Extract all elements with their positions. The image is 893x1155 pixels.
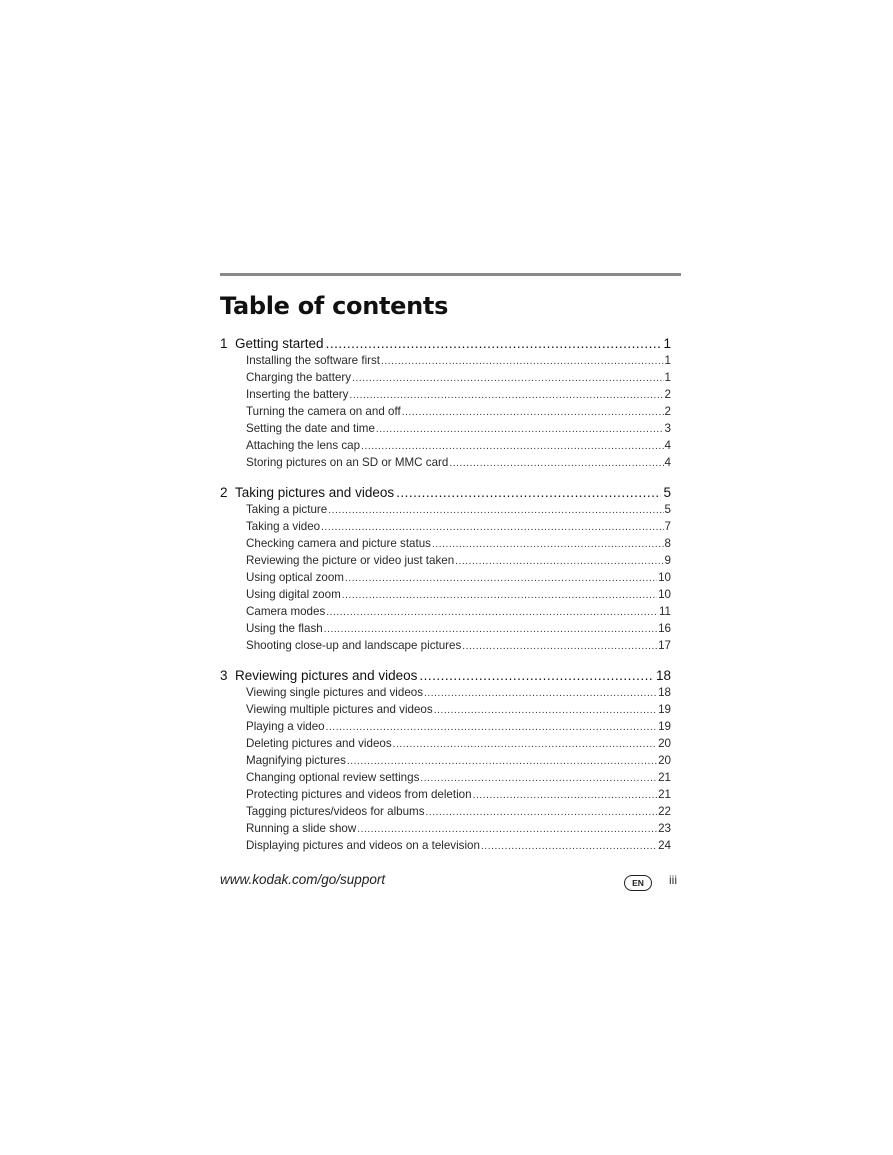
dot-leader <box>473 790 658 801</box>
toc-entry-title: Installing the software first <box>246 354 381 367</box>
toc-entry-title: Running a slide show <box>246 822 357 835</box>
dot-leader <box>321 522 663 533</box>
chapter-title: Reviewing pictures and videos <box>235 668 418 683</box>
toc-entry-title: Inserting the battery <box>246 388 349 401</box>
toc-entry-page-number: 19 <box>658 720 671 733</box>
toc-entry-link[interactable] <box>220 822 671 839</box>
toc-entry-title: Changing optional review settings <box>246 771 420 784</box>
toc-entry-title: Tagging pictures/videos for albums <box>246 805 425 818</box>
dot-leader <box>345 573 657 584</box>
toc-entry-link[interactable] <box>220 371 671 388</box>
dot-leader <box>342 590 657 601</box>
toc-entry-page-number: 5 <box>664 503 671 516</box>
dot-leader <box>357 824 657 835</box>
dot-leader <box>324 624 657 635</box>
dot-leader <box>326 607 658 618</box>
toc-entry-title: Camera modes <box>246 605 326 618</box>
dot-leader <box>419 668 654 683</box>
dot-leader <box>462 641 657 652</box>
toc-entry-link[interactable] <box>220 639 671 656</box>
toc-entry-page-number: 21 <box>658 788 671 801</box>
toc-entry-page-number: 18 <box>658 686 671 699</box>
toc-entry-link[interactable] <box>220 503 671 520</box>
chapter-heading-link[interactable] <box>220 485 671 503</box>
toc-entry-title: Magnifying pictures <box>246 754 346 767</box>
toc-entry-title: Reviewing the picture or video just taken <box>246 554 455 567</box>
chapter-page-number: 5 <box>663 485 671 500</box>
toc-entry-link[interactable] <box>220 788 671 805</box>
chapter-number: 3 <box>220 668 228 683</box>
toc-entry-title: Protecting pictures and videos from deletion <box>246 788 472 801</box>
toc-entry-page-number: 11 <box>658 605 671 618</box>
chapter-page-number: 1 <box>663 336 671 351</box>
language-badge: EN <box>624 875 652 891</box>
toc-entry-title: Using the flash <box>246 622 323 635</box>
toc-entry-title: Using digital zoom <box>246 588 341 601</box>
chapter-number: 2 <box>220 485 228 500</box>
toc-entry-page-number: 21 <box>658 771 671 784</box>
toc-entry-title: Setting the date and time <box>246 422 375 435</box>
toc-entry-link[interactable] <box>220 771 671 788</box>
toc-entry-page-number: 1 <box>664 354 671 367</box>
toc-entry-link[interactable] <box>220 405 671 422</box>
dot-leader <box>328 505 663 516</box>
toc-entry-title: Taking a video <box>246 520 321 533</box>
page-footer <box>220 872 681 892</box>
dot-leader <box>481 841 657 852</box>
toc-entry-page-number: 16 <box>658 622 671 635</box>
chapter-section <box>220 485 671 656</box>
toc-entry-link[interactable] <box>220 571 671 588</box>
toc-entry-link[interactable] <box>220 622 671 639</box>
toc-entry-link[interactable] <box>220 805 671 822</box>
toc-entry-page-number: 1 <box>664 371 671 384</box>
toc-entry-link[interactable] <box>220 588 671 605</box>
toc-entry-page-number: 19 <box>658 703 671 716</box>
toc-entry-page-number: 9 <box>664 554 671 567</box>
toc-entry-page-number: 8 <box>664 537 671 550</box>
toc-entry-link[interactable] <box>220 720 671 737</box>
toc-entry-link[interactable] <box>220 439 671 456</box>
chapter-section <box>220 336 671 473</box>
support-url-link[interactable]: www.kodak.com/go/support <box>220 872 386 887</box>
dot-leader <box>352 373 663 384</box>
toc-entry-link[interactable] <box>220 456 671 473</box>
toc-entry-page-number: 22 <box>658 805 671 818</box>
dot-leader <box>402 407 664 418</box>
toc-entry-link[interactable] <box>220 686 671 703</box>
dot-leader <box>361 441 663 452</box>
toc-entry-link[interactable] <box>220 754 671 771</box>
toc-entry-link[interactable] <box>220 703 671 720</box>
toc-entry-page-number: 2 <box>664 388 671 401</box>
toc-entry-title: Charging the battery <box>246 371 352 384</box>
chapter-heading-link[interactable] <box>220 336 671 354</box>
dot-leader <box>396 485 661 500</box>
toc-entry-link[interactable] <box>220 422 671 439</box>
toc-entry-page-number: 4 <box>664 456 671 469</box>
toc-entry-page-number: 7 <box>664 520 671 533</box>
toc-entry-link[interactable] <box>220 605 671 622</box>
toc-entry-link[interactable] <box>220 537 671 554</box>
dot-leader <box>376 424 664 435</box>
toc-entry-page-number: 20 <box>658 754 671 767</box>
toc-entry-link[interactable] <box>220 737 671 754</box>
toc-entry-title: Playing a video <box>246 720 325 733</box>
toc-entry-link[interactable] <box>220 839 671 856</box>
dot-leader <box>420 773 657 784</box>
toc-entry-title: Viewing single pictures and videos <box>246 686 424 699</box>
toc-entry-page-number: 10 <box>658 588 671 601</box>
dot-leader <box>326 336 662 351</box>
dot-leader <box>424 688 657 699</box>
dot-leader <box>381 356 664 367</box>
toc-entry-page-number: 23 <box>658 822 671 835</box>
toc-entry-title: Shooting close-up and landscape pictures <box>246 639 462 652</box>
toc-entry-page-number: 10 <box>658 571 671 584</box>
chapter-list <box>220 336 671 856</box>
title-rule <box>220 273 681 276</box>
toc-entry-link[interactable] <box>220 388 671 405</box>
chapter-title: Getting started <box>235 336 324 351</box>
toc-entry-page-number: 3 <box>664 422 671 435</box>
toc-entry-link[interactable] <box>220 354 671 371</box>
toc-entry-title: Deleting pictures and videos <box>246 737 392 750</box>
toc-entry-title: Using optical zoom <box>246 571 344 584</box>
dot-leader <box>432 539 664 550</box>
dot-leader <box>455 556 663 567</box>
toc-entry-title: Viewing multiple pictures and videos <box>246 703 433 716</box>
chapter-heading-link[interactable] <box>220 668 671 686</box>
toc-entry-page-number: 24 <box>658 839 671 852</box>
dot-leader <box>434 705 657 716</box>
chapter-number: 1 <box>220 336 228 351</box>
dot-leader <box>426 807 658 818</box>
toc-entry-link[interactable] <box>220 520 671 537</box>
dot-leader <box>449 458 663 469</box>
chapter-section <box>220 668 671 856</box>
table-of-contents <box>220 336 671 868</box>
toc-entry-page-number: 4 <box>664 439 671 452</box>
dot-leader <box>326 722 657 733</box>
toc-entry-title: Checking camera and picture status <box>246 537 431 550</box>
page-number: iii <box>669 873 677 887</box>
dot-leader <box>393 739 657 750</box>
chapter-title: Taking pictures and videos <box>235 485 395 500</box>
toc-entry-page-number: 17 <box>658 639 671 652</box>
toc-entry-title: Turning the camera on and off <box>246 405 401 418</box>
toc-entry-link[interactable] <box>220 554 671 571</box>
toc-entry-title: Displaying pictures and videos on a television <box>246 839 480 852</box>
toc-entry-page-number: 20 <box>658 737 671 750</box>
toc-entry-page-number: 2 <box>664 405 671 418</box>
toc-entry-title: Attaching the lens cap <box>246 439 361 452</box>
toc-entry-title: Storing pictures on an SD or MMC card <box>246 456 449 469</box>
chapter-page-number: 18 <box>655 668 671 683</box>
dot-leader <box>349 390 663 401</box>
dot-leader <box>347 756 657 767</box>
toc-entry-title: Taking a picture <box>246 503 328 516</box>
page-title: Table of contents <box>220 292 449 320</box>
